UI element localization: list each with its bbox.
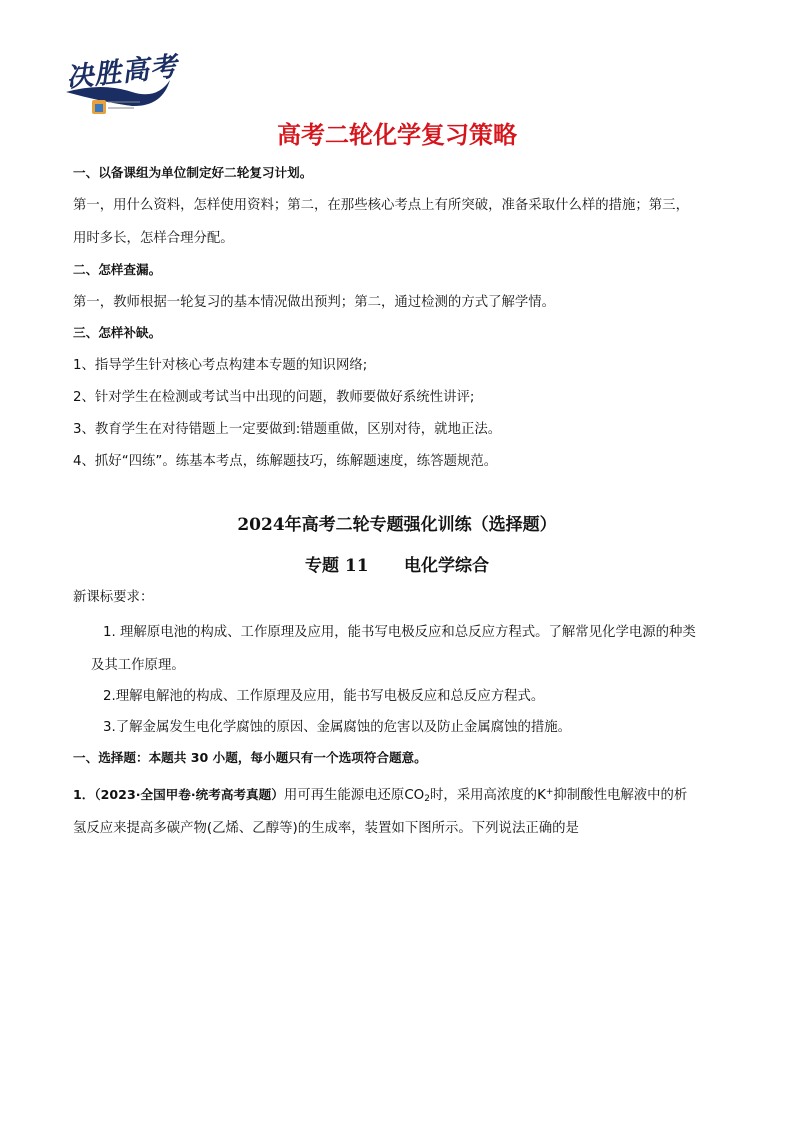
brand-logo xyxy=(62,51,180,124)
co2-formula: $CO_2$ xyxy=(404,788,430,804)
strategy-heading-3: 三、怎样补缺。 xyxy=(73,325,162,340)
question-1-line-1 xyxy=(73,788,687,804)
logo-text: 决胜高考 xyxy=(64,51,180,94)
strategy-heading-2: 二、怎样查漏。 xyxy=(73,262,162,277)
strategy-paragraph-1-line-2: 用时多长，怎样合理分配。 xyxy=(73,231,234,246)
strategy-paragraph-2: 第一，教师根据一轮复习的基本情况做出预判；第二，通过检测的方式了解学情。 xyxy=(73,295,556,310)
strategy-item-4: 4、抓好“四练”。练基本考点，练解题技巧，练解题速度，练答题规范。 xyxy=(73,454,498,469)
requirements-label: 新课标要求： xyxy=(73,590,154,605)
question-1-line-2: 氢反应来提高多碳产物(乙烯、乙醇等)的生成率，装置如下图所示。下列说法正确的是 xyxy=(73,821,579,836)
question-text-b: 时，采用高浓度的 xyxy=(429,788,538,803)
requirement-1-line-2: 及其工作原理。 xyxy=(91,658,185,673)
part-heading: 一、选择题：本题共 30 小题，每小题只有一个选项符合题意。 xyxy=(73,750,427,765)
page-title: 高考二轮化学复习策略 xyxy=(277,121,517,149)
strategy-item-3: 3、教育学生在对待错题上一定要做到:错题重做，区别对待，就地正法。 xyxy=(73,422,502,437)
training-title: 2024年高考二轮专题强化训练（选择题） xyxy=(237,515,557,535)
question-number: 1． xyxy=(73,787,95,802)
question-text-a: 用可再生能源电还原 xyxy=(283,788,405,803)
requirement-3: 3.了解金属发生电化学腐蚀的原因、金属腐蚀的危害以及防止金属腐蚀的措施。 xyxy=(103,720,572,735)
training-subtitle: 专题 11 电化学综合 xyxy=(304,556,490,576)
potassium-ion-formula: K+ xyxy=(537,787,554,803)
question-text-c: 抑制酸性电解液中的析 xyxy=(553,788,688,803)
strategy-heading-1: 一、以备课组为单位制定好二轮复习计划。 xyxy=(73,165,313,180)
strategy-item-2: 2、针对学生在检测或考试当中出现的问题，教师要做好系统性讲评; xyxy=(73,390,475,405)
question-source: （2023·全国甲卷·统考高考真题） xyxy=(94,787,284,802)
requirement-1-line-1: 1. 理解原电池的构成、工作原理及应用，能书写电极反应和总反应方程式。了解常见化学电源的种类 xyxy=(103,625,696,640)
requirement-2: 2.理解电解池的构成、工作原理及应用，能书写电极反应和总反应方程式。 xyxy=(103,689,545,704)
strategy-item-1: 1、指导学生针对核心考点构建本专题的知识网络; xyxy=(73,358,368,373)
strategy-paragraph-1-line-1: 第一，用什么资料，怎样使用资料；第二，在那些核心考点上有所突破，准备采取什么样的措施；第三， xyxy=(73,198,689,213)
